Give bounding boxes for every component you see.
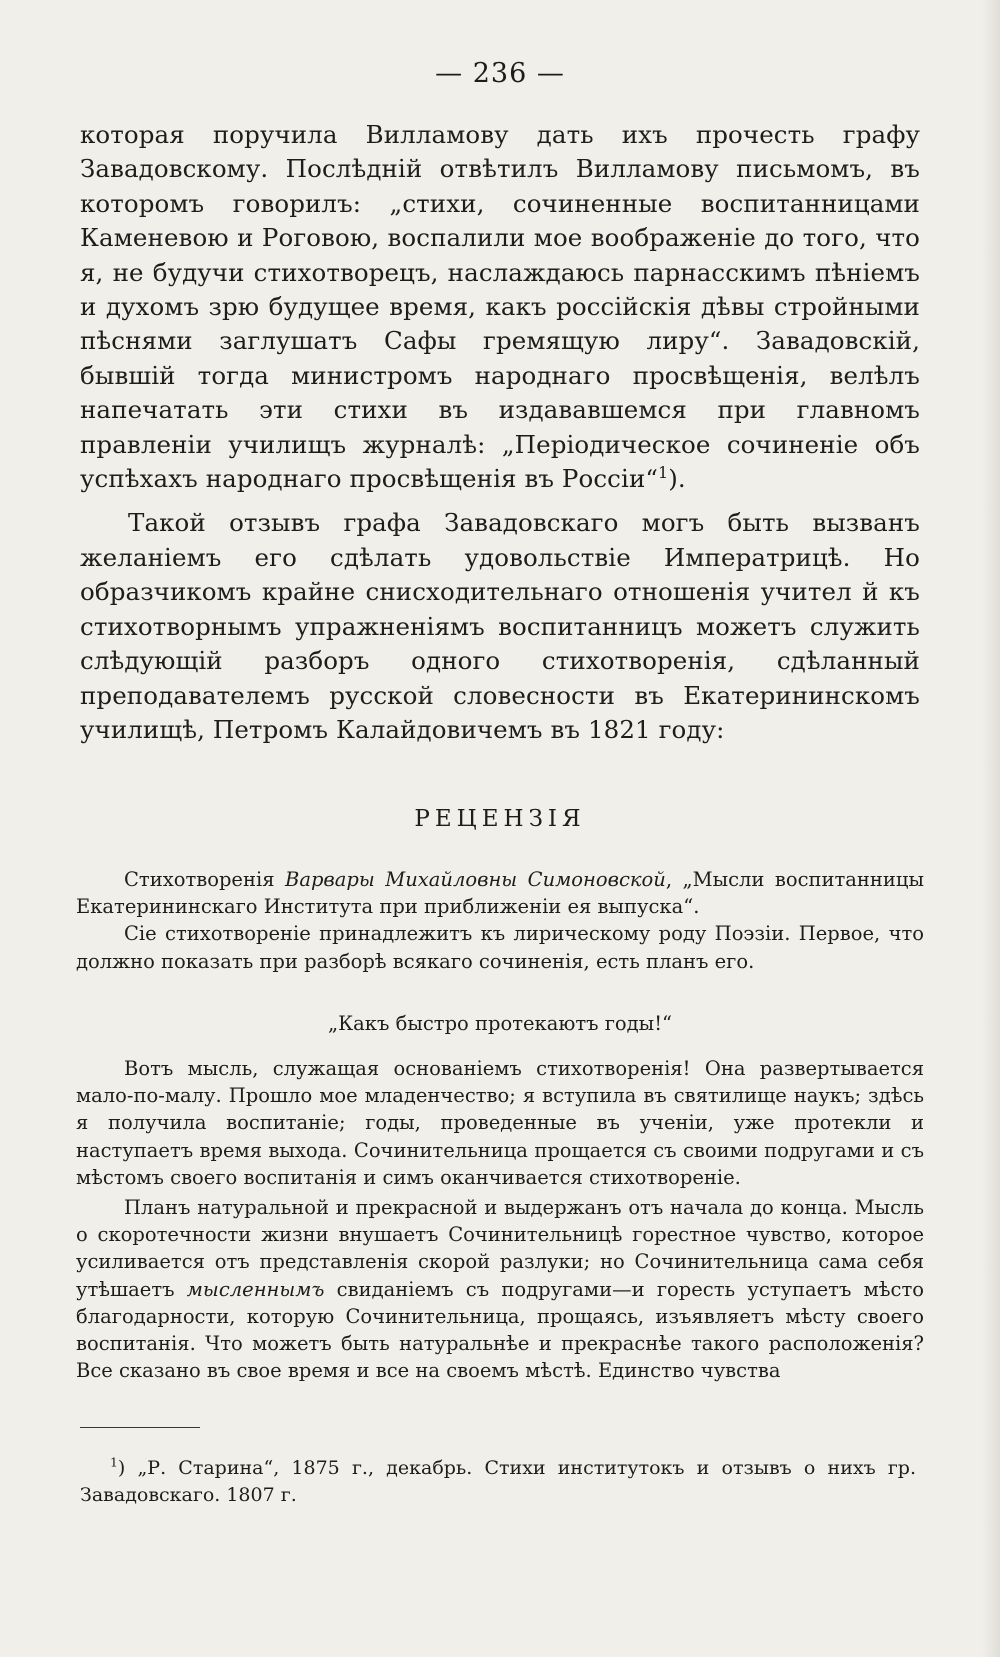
- footnote-mark: 1: [110, 1455, 118, 1470]
- main-text: [80, 118, 920, 747]
- emphasized-word: мысленнымъ: [186, 1277, 325, 1301]
- paragraph-1: [80, 118, 920, 496]
- intro-suffix: , „Мысли воспитанницы Екатерининскаго Института при приближеніи ея выпуска“.: [76, 868, 924, 919]
- poem-quote: „Какъ быстро протекаютъ годы!“: [327, 1012, 673, 1035]
- paragraph-1-text: которая поручила Вилламову дать ихъ прочесть графу Завадовскому. Послѣдній отвѣтилъ Вилламову письмомъ, въ которомъ говорилъ: „стихи, сочиненные воспитанницами Каменевою и Роговою, воспалили мое воображеніе до того, что я, не будучи стихотворецъ, наслаждаюсь парнасскимъ пѣніемъ и духомъ зрю будущее время, какъ россійскія дѣвы стройными пѣснями заглушатъ Сафы гремящую лиру“. Завадовскій, бывшій тогда министромъ народнаго просвѣщенія, велѣлъ напечатать эти стихи въ издававшемся при главномъ правленіи училищъ журналѣ: „Періодическое сочиненіе объ успѣхахъ народнаго просвѣщенія въ Россіи“: [80, 120, 920, 494]
- footnote: [80, 1455, 916, 1509]
- poem-author: Варвары Михайловны Симоновской: [284, 868, 666, 891]
- body-p2-part-a: Планъ натуральной и прекрасной и выдержанъ отъ начала до конца. Мысль о скоротечности жизни внушаетъ Сочинительницѣ горестное чувство, которое усиливается отъ представленія скорой разлуки; но Сочинительница сама себя утѣшаетъ: [76, 1196, 924, 1301]
- review-heading: РЕЦЕНЗІЯ: [414, 806, 586, 832]
- intro-prefix: Стихотворенія: [124, 868, 285, 891]
- review-body-paragraph-2: [76, 1194, 924, 1384]
- review-intro-line: [76, 866, 924, 920]
- review-body: [76, 1055, 924, 1384]
- review-intro-paragraph-2: Сіе стихотвореніе принадлежитъ къ лирическому роду Поэзіи. Первое, что должно показать при разборѣ всякаго сочиненія, есть планъ его.: [76, 922, 924, 973]
- body-p2-part-b: свиданіемъ съ подругами—и горесть уступаетъ мѣсто благодарности, которую Сочинительница, прощаясь, изъявляетъ мѣсту своего воспитанія. Что можетъ быть натуральнѣе и прекраснѣе такого расположенія? Все сказано въ свое время и все на своемъ мѣстѣ. Единство чувства: [76, 1277, 924, 1383]
- page-number: — 236 —: [435, 58, 565, 89]
- footnote-text: ) „Р. Старина“, 1875 г., декабрь. Стихи институтокъ и отзывъ о нихъ гр. Завадовскаго. 1807 г.: [80, 1457, 916, 1506]
- review-body-paragraph-1: Вотъ мысль, служащая основаніемъ стихотворенія! Она развертывается мало-по-малу. Прошло мое младенчество; я вступила въ святилище наукъ; здѣсь я получила воспитаніе; годы, проведенные въ ученіи, уже протекли и наступаетъ время выхода. Сочинительница прощается съ своими подругами и съ мѣстомъ своего воспитанія и симъ оканчивается стихотвореніе.: [76, 1057, 924, 1189]
- footnote-divider: [80, 1427, 200, 1428]
- review-intro: [76, 866, 924, 975]
- footnote-reference[interactable]: 1: [658, 462, 669, 482]
- paragraph-2: Такой отзывъ графа Завадовскаго могъ быть вызванъ желаніемъ его сдѣлать удовольствіе Императрицѣ. Но образчикомъ крайне снисходительнаго отношенія учител й къ стихотворнымъ упражненіямъ воспитанницъ можетъ служить слѣдующій разборъ одного стихотворенія, сдѣланный преподавателемъ русской словесности въ Екатерининскомъ училищѣ, Петромъ Калайдовичемъ въ 1821 году:: [80, 508, 920, 744]
- paragraph-1-end: ).: [668, 464, 686, 494]
